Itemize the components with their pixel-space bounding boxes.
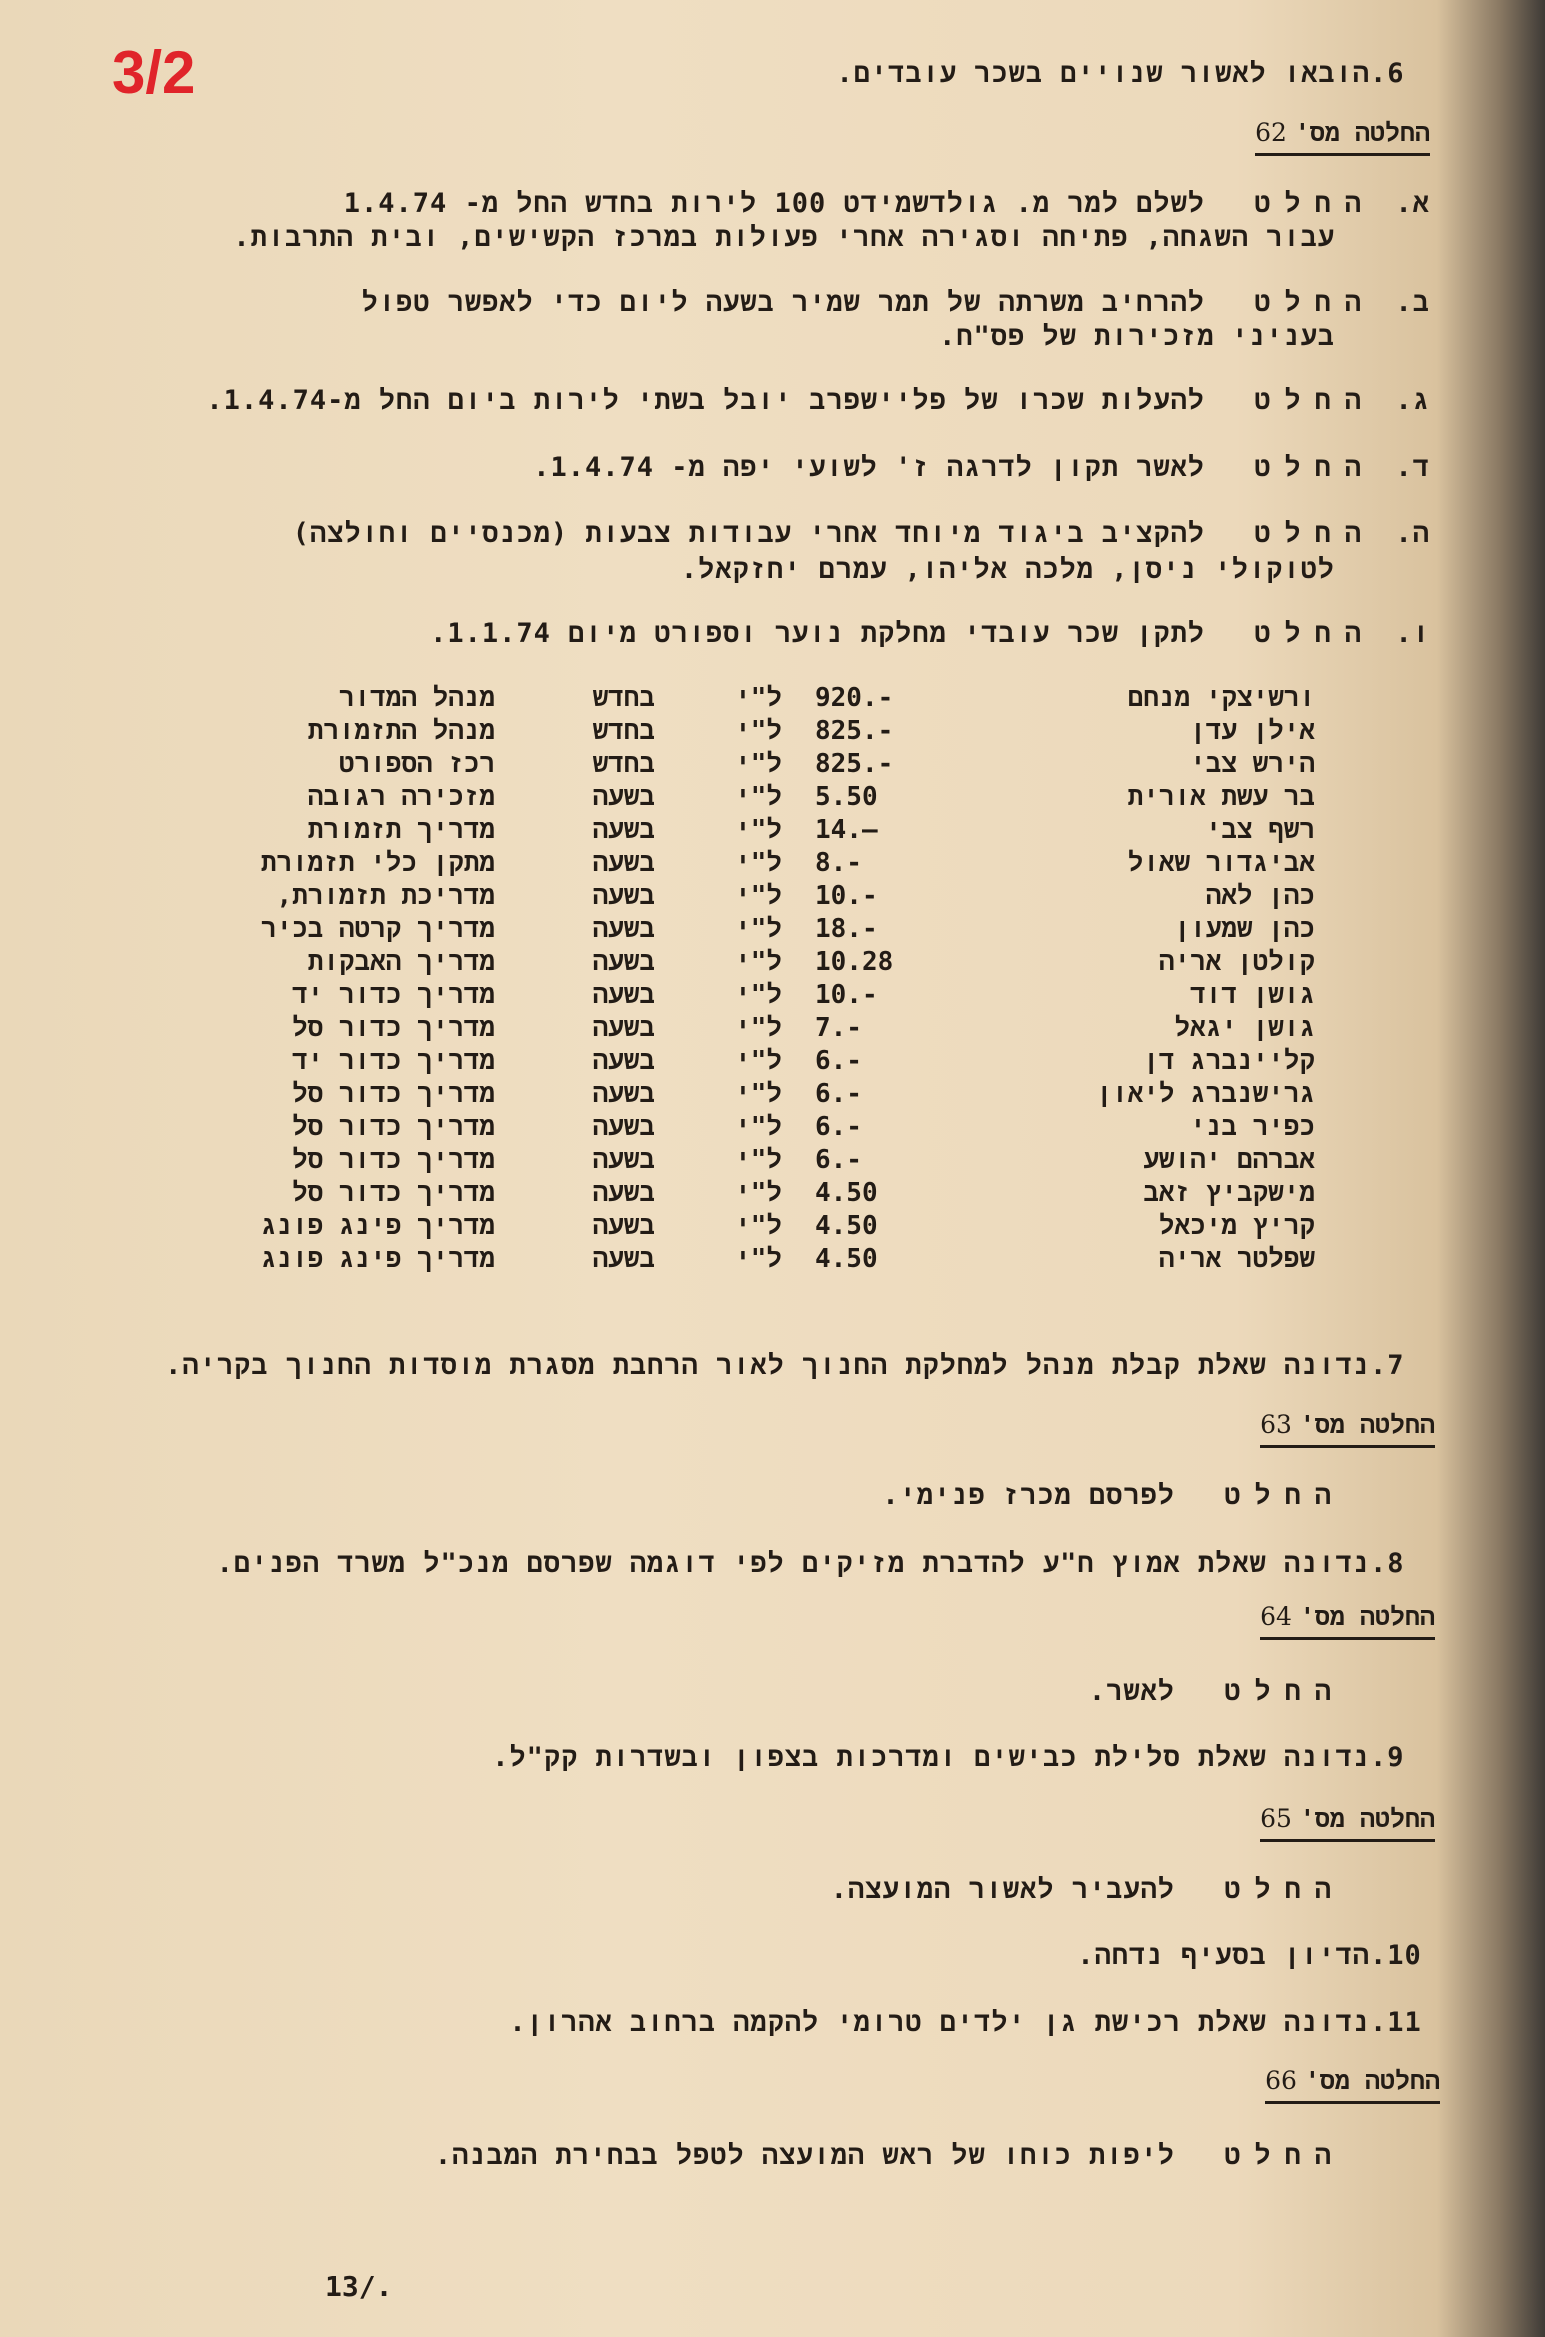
resolution-text: להעביר לאשור המועצה. [830, 1874, 1175, 1905]
employee-name: אביגדור שאול [1127, 848, 1315, 878]
salary-amount: 825.- [815, 749, 894, 779]
employee-name: גרישנברג ליאון [1096, 1079, 1315, 1109]
salary-amount: 6.- [815, 1079, 862, 1109]
resolution-text: לפרסם מכרז פנימי. [882, 1480, 1175, 1511]
currency: ל"י [735, 1013, 782, 1043]
agenda-text: נדונה שאלת סלילת כבישים ומדרכות בצפון ובשדרות קק"ל. [492, 1742, 1370, 1773]
table-row [307, 782, 1315, 815]
employee-name: אילן עדן [1190, 716, 1315, 746]
table-row [335, 749, 1315, 782]
resolution-keyword: החלט [1254, 452, 1375, 483]
job-role: מתקן כלי תזמורת [260, 848, 495, 878]
resolution-keyword: החלט [1224, 1874, 1345, 1905]
salary-amount: 825.- [815, 716, 894, 746]
agenda-number: .8 [1370, 1548, 1405, 1579]
pay-period: בשעה [592, 1013, 655, 1043]
currency: ל"י [735, 1178, 782, 1208]
table-row [292, 1178, 1315, 1211]
pay-period: בשעה [592, 1244, 655, 1274]
table-row [260, 1211, 1315, 1244]
decision-heading: החלטה מס'62 [1255, 118, 1430, 156]
item-continuation: לטוקולי ניסן, מלכה אליהו, עמרם יחזקאל. [680, 554, 1335, 585]
salary-amount: 5.50 [815, 782, 878, 812]
employee-name: בר עשת אורית [1127, 782, 1315, 812]
table-row [292, 1079, 1315, 1112]
currency: ל"י [735, 1046, 782, 1076]
salary-amount: 4.50 [815, 1244, 878, 1274]
job-role: מדריך כדור יד [292, 1046, 495, 1076]
item-marker: ו. [1395, 618, 1430, 649]
resolution-item [293, 518, 1430, 551]
employee-name: קריץ מיכאל [1158, 1211, 1315, 1241]
salary-amount: 6.- [815, 1112, 862, 1142]
job-role: מדריך פינג פונג [260, 1244, 495, 1274]
agenda-text: נדונה שאלת קבלת מנהל למחלקת החנוך לאור הרחבת מסגרת מוסדות החנוך בקריה. [165, 1350, 1370, 1381]
salary-amount: 18.- [815, 914, 878, 944]
item-text: לאשר תקון לדרגה ז' לשועי יפה מ- 1.4.74. [533, 452, 1205, 483]
resolution-item [206, 385, 1430, 418]
table-row [276, 881, 1315, 914]
pay-period: בחדש [592, 716, 655, 746]
employee-name: גושן יגאל [1174, 1013, 1315, 1043]
salary-amount: 4.50 [815, 1211, 878, 1241]
salary-amount: 7.- [815, 1013, 862, 1043]
resolution-item [362, 287, 1430, 320]
table-row [292, 1145, 1315, 1178]
employee-name: כהן שמעון [1174, 914, 1315, 944]
salary-amount: 10.28 [815, 947, 894, 977]
item-text: להעלות שכרו של פליישפרב יובל בשתי לירות ביום החל מ-1.4.74. [206, 385, 1205, 416]
pay-period: בחדש [592, 749, 655, 779]
item-marker: ה. [1395, 518, 1430, 549]
item-marker: ב. [1395, 287, 1430, 318]
employee-name: הירש צבי [1190, 749, 1315, 779]
pay-period: בשעה [592, 1112, 655, 1142]
pay-period: בחדש [592, 683, 655, 713]
page-number-label: 3/2 [112, 39, 196, 106]
pay-period: בשעה [592, 1145, 655, 1175]
employee-name: קולטן אריה [1158, 947, 1315, 977]
job-role: מדריך תזמורת [307, 815, 495, 845]
job-role: מדריך קרטה בכיר [260, 914, 495, 944]
decision-number: 65 [1260, 1804, 1292, 1833]
job-role: מדריך כדור סל [292, 1145, 495, 1175]
decision-heading: החלטה מס'65 [1260, 1804, 1435, 1842]
page-footer-number: 13/. [325, 2270, 393, 2303]
job-role: רכז הספורט [338, 749, 495, 779]
agenda-text: הדיון בסעיף נדחה. [1077, 1940, 1370, 1971]
section-heading [836, 58, 1430, 91]
item-marker: א. [1395, 188, 1430, 219]
salary-amount: 14.— [815, 815, 878, 845]
agenda-item [509, 2007, 1430, 2040]
employee-name: ורשיצקי מנחם [1127, 683, 1315, 713]
salary-amount: 6.- [815, 1145, 862, 1175]
pay-period: בשעה [592, 947, 655, 977]
currency: ל"י [735, 683, 782, 713]
employee-name: אברהם יהושע [1143, 1145, 1315, 1175]
agenda-item [165, 1350, 1430, 1383]
pay-period: בשעה [592, 1178, 655, 1208]
resolution-text: ליפות כוחו של ראש המועצה לטפל בבחירת המבנה. [434, 2140, 1175, 2171]
currency: ל"י [735, 1211, 782, 1241]
salary-amount: 10.- [815, 980, 878, 1010]
currency: ל"י [735, 716, 782, 746]
decision-heading: החלטה מס'66 [1265, 2066, 1440, 2104]
pay-period: בשעה [592, 848, 655, 878]
resolution-keyword: החלט [1254, 385, 1375, 416]
job-role: מדריך כדור יד [292, 980, 495, 1010]
employee-name: מישקביץ זאב [1143, 1178, 1315, 1208]
decision-number: 64 [1260, 1602, 1292, 1631]
salary-amount: 8.- [815, 848, 862, 878]
employee-name: קליינברג דן [1143, 1046, 1315, 1076]
resolution-keyword: החלט [1254, 618, 1375, 649]
resolution-item [430, 618, 1430, 651]
decision-number: 62 [1255, 118, 1287, 147]
agenda-item [217, 1548, 1430, 1581]
item-marker: ג. [1395, 385, 1430, 416]
job-role: מדריך האבקות [307, 947, 495, 977]
pay-period: בשעה [592, 815, 655, 845]
resolution-line [831, 1874, 1345, 1907]
job-role: מנהל התזמורת [307, 716, 495, 746]
pay-period: בשעה [592, 914, 655, 944]
job-role: מדריך כדור סל [292, 1013, 495, 1043]
item-text: לשלם למר מ. גולדשמידט 100 לירות בחדש החל מ- 1.4.74 [343, 188, 1205, 219]
job-role: מדריך פינג פונג [260, 1211, 495, 1241]
salary-amount: 920.- [815, 683, 894, 713]
table-row [260, 914, 1315, 947]
agenda-number: .9 [1370, 1742, 1405, 1773]
pay-period: בשעה [592, 782, 655, 812]
decision-heading: החלטה מס'64 [1260, 1602, 1435, 1640]
currency: ל"י [735, 1079, 782, 1109]
table-row [292, 1046, 1315, 1079]
resolution-text: לאשר. [1088, 1676, 1175, 1707]
table-row [292, 1112, 1315, 1145]
item-marker: ד. [1395, 452, 1430, 483]
job-role: מדריך כדור סל [292, 1112, 495, 1142]
table-row [307, 947, 1315, 980]
currency: ל"י [735, 1112, 782, 1142]
pay-period: בשעה [592, 881, 655, 911]
job-role: מנהל המדור [338, 683, 495, 713]
item-continuation: בעניני מזכירות של פס"ח. [939, 321, 1335, 352]
table-row [260, 848, 1315, 881]
employee-name: שפלטר אריה [1158, 1244, 1315, 1274]
resolution-keyword: החלט [1254, 518, 1375, 549]
table-row [292, 1013, 1315, 1046]
pay-period: בשעה [592, 1211, 655, 1241]
resolution-line [435, 2140, 1345, 2173]
item-text: להקציב ביגוד מיוחד אחרי עבודות צבעות (מכנסיים וחולצה) [292, 518, 1205, 549]
job-role: מזכירה רגובה [307, 782, 495, 812]
section-number: .6 [1370, 58, 1405, 89]
table-row [292, 980, 1315, 1013]
agenda-item [492, 1742, 1430, 1775]
job-role: מדריך כדור סל [292, 1178, 495, 1208]
pay-period: בשעה [592, 980, 655, 1010]
job-role: מדריכת תזמורת, [276, 881, 495, 911]
employee-name: כפיר בני [1190, 1112, 1315, 1142]
currency: ל"י [735, 1145, 782, 1175]
resolution-line [1089, 1676, 1345, 1709]
agenda-text: נדונה שאלת אמוץ ח"ע להדברת מזיקים לפי דוגמה שפרסם מנכ"ל משרד הפנים. [216, 1548, 1370, 1579]
job-role: מדריך כדור סל [292, 1079, 495, 1109]
salary-amount: 4.50 [815, 1178, 878, 1208]
agenda-number: .10 [1370, 1940, 1422, 1971]
pay-period: בשעה [592, 1046, 655, 1076]
resolution-line [882, 1480, 1345, 1513]
currency: ל"י [735, 947, 782, 977]
resolution-item [344, 188, 1430, 221]
employee-name: רשף צבי [1205, 815, 1315, 845]
agenda-text: נדונה שאלת רכישת גן ילדים טרומי להקמה ברחוב אהרון. [509, 2007, 1370, 2038]
resolution-keyword: החלט [1254, 188, 1375, 219]
resolution-keyword: החלט [1224, 2140, 1345, 2171]
item-continuation: עבור השגחה, פתיחה וסגירה אחרי פעולות במרכז הקשישים, ובית התרבות. [233, 222, 1335, 253]
resolution-item [533, 452, 1430, 485]
employee-name: גושן דוד [1190, 980, 1315, 1010]
currency: ל"י [735, 848, 782, 878]
salary-amount: 10.- [815, 881, 878, 911]
currency: ל"י [735, 749, 782, 779]
table-row [307, 716, 1315, 749]
currency: ל"י [735, 980, 782, 1010]
item-text: לתקן שכר עובדי מחלקת נוער וספורט מיום 1.1.74. [430, 618, 1205, 649]
decision-heading: החלטה מס'63 [1260, 1410, 1435, 1448]
resolution-keyword: החלט [1224, 1480, 1345, 1511]
resolution-keyword: החלט [1254, 287, 1375, 318]
pay-period: בשעה [592, 1079, 655, 1109]
decision-number: 66 [1265, 2066, 1297, 2095]
currency: ל"י [735, 914, 782, 944]
salary-amount: 6.- [815, 1046, 862, 1076]
decision-number: 63 [1260, 1410, 1292, 1439]
currency: ל"י [735, 1244, 782, 1274]
table-row [260, 1244, 1315, 1277]
table-row [335, 683, 1315, 716]
currency: ל"י [735, 782, 782, 812]
item-text: להרחיב משרתה של תמר שמיר בשעה ליום כדי לאפשר טפול [361, 287, 1205, 318]
employee-name: כהן לאה [1205, 881, 1315, 911]
currency: ל"י [735, 815, 782, 845]
section-text: הובאו לאשור שנויים בשכר עובדים. [836, 58, 1370, 89]
table-row [307, 815, 1315, 848]
resolution-keyword: החלט [1224, 1676, 1345, 1707]
agenda-number: .11 [1370, 2007, 1422, 2038]
currency: ל"י [735, 881, 782, 911]
agenda-number: .7 [1370, 1350, 1405, 1381]
agenda-item [1077, 1940, 1430, 1973]
